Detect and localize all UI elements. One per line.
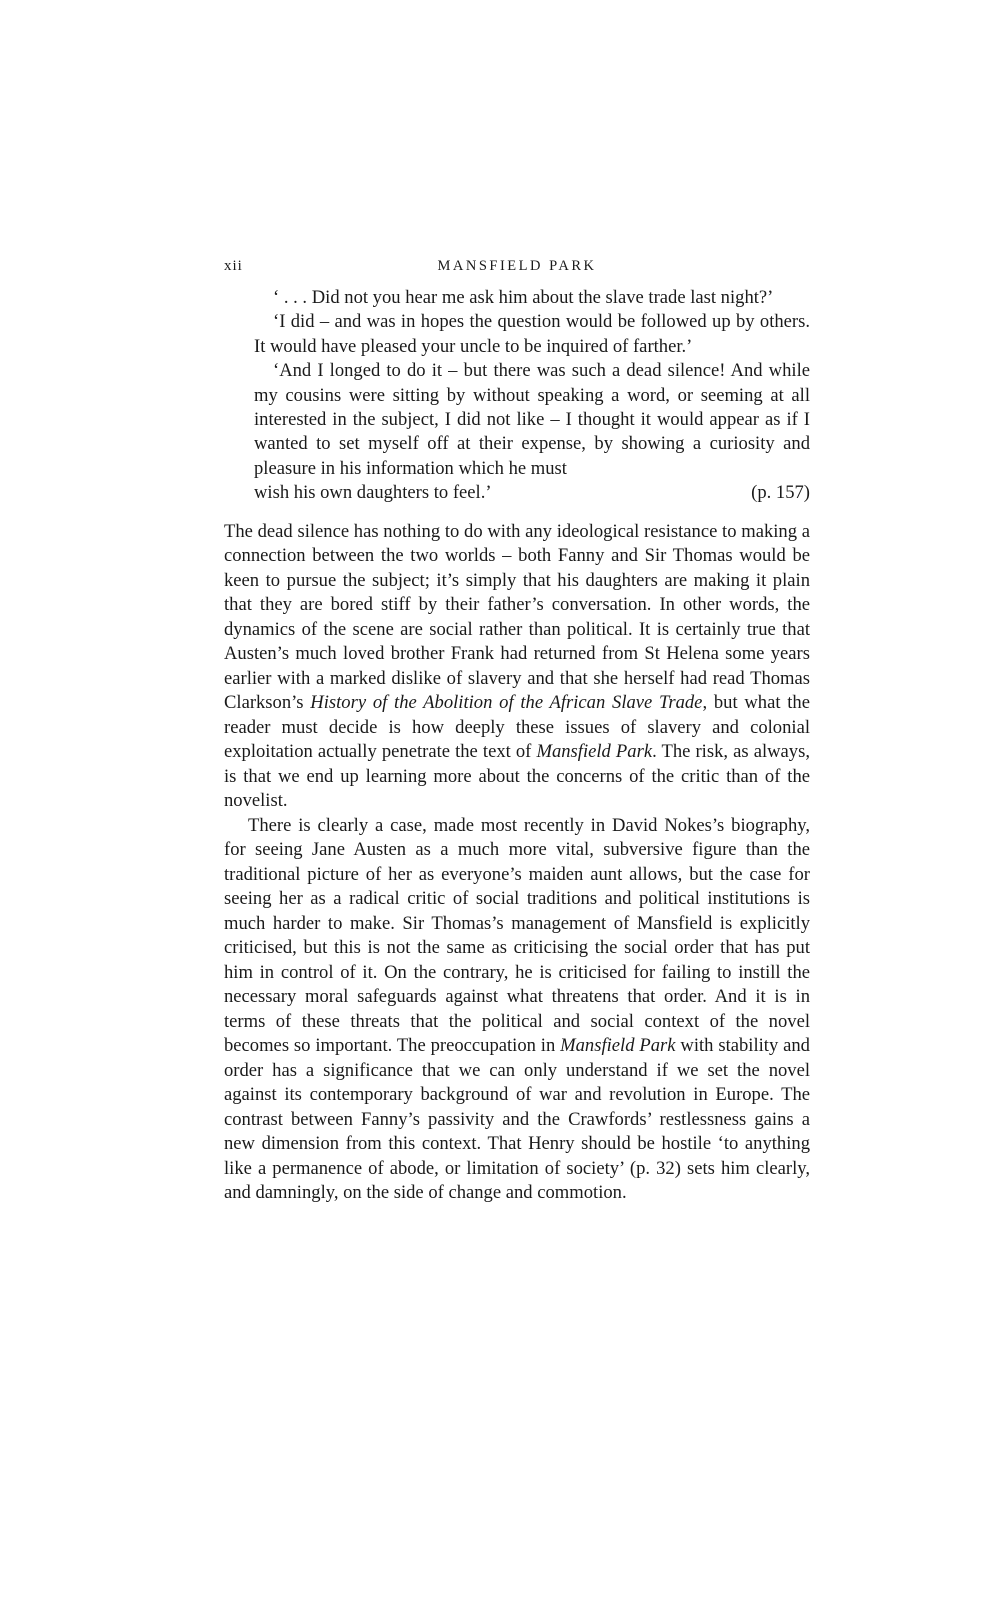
quote-citation: (p. 157) [751,482,810,504]
paragraph-2 [224,814,810,1206]
book-title-italic: History of the Abolition of the African Slave Trade [310,692,703,714]
novel-title-italic: Mansfield Park [536,741,653,763]
paragraph-2-text-a: There is clearly a case, made most recently in David Nokes’s biography, for seeing Jane Austen as a much more vital, subversive figure than the traditional picture of her as everyone’s maiden aunt allows, but the case for seeing her as a radical critic of social traditions and political institutions is much harder to make. Sir Thomas’s management of Mansfield is explicitly criticised, but this is not the same as criticising the social order that has put him in control of it. On the contrary, he is criticised for failing to instill the necessary moral safeguards against what threatens that order. And it is in terms of these threats that the political and social context of the novel becomes so important. The preoccupation in [224,814,810,1057]
quote-paragraph-2: ‘I did – and was in hopes the question would be followed up by others. It would have pleased your uncle to be inquired of farther.’ [254,311,810,357]
paragraph-1-text-c: , but what the reader must decide is how deeply these issues of slavery and colonial exploitation actually penetrate the text of [224,692,810,763]
quote-paragraph-1: ‘ . . . Did not you hear me ask him about the slave trade last night?’ [273,287,774,308]
running-head [224,258,810,278]
block-quote [254,286,810,506]
paragraph-1 [224,520,810,814]
paragraph-1-text-e: . The risk, as always, is that we end up learning more about the concerns of the critic than of the novelist. [224,741,810,812]
body-text [224,520,810,1206]
quote-closing-line [254,481,810,505]
novel-title-italic: Mansfield Park [560,1035,676,1057]
quote-paragraph-3-end: wish his own daughters to feel.’ [254,482,492,504]
paragraph-2-text-c: with stability and order has a significance that we can only understand if we set the novel against its contemporary background of war and revolution in Europe. The contrast between Fanny’s passivity and the Crawfords’ restlessness gains a new dimension from this context. That Henry should be hostile ‘to anything like a permanence of abode, or limitation of society’ (p. 32) sets him clearly, and damningly, on the side of change and commotion. [224,1035,810,1204]
quote-paragraph-3: ‘And I longed to do it – but there was such a dead silence! And while my cousins were sitting by without speaking a word, or seeming at all interested in the subject, I did not like – I thought it would appear as if I wanted to set myself off at their expense, by showing a curiosity and pleasure in his information which he must [254,360,810,479]
paragraph-1-text-a: The dead silence has nothing to do with any ideological resistance to making a connection between the two worlds – both Fanny and Sir Thomas would be keen to pursue the subject; it’s simply that his daughters are making it plain that they are bored stiff by their father’s conversation. In other words, the dynamics of the scene are social rather than political. It is certainly true that Austen’s much loved brother Frank had returned from St Helena some years earlier with a marked dislike of slavery and that she herself had read Thomas Clarkson’s [224,520,810,714]
page-number: xii [224,258,243,274]
book-page [224,258,810,1206]
book-title: MANSFIELD PARK [437,258,597,274]
